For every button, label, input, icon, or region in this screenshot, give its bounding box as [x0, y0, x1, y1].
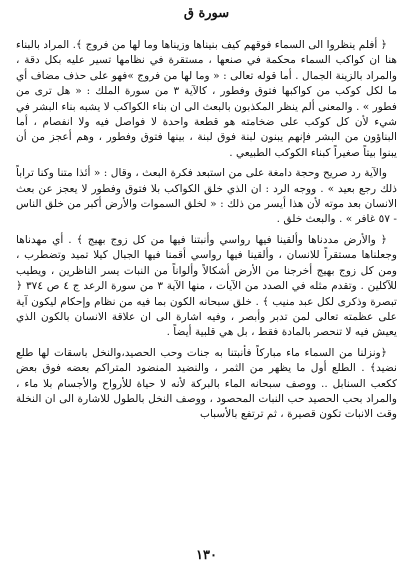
- paragraph-rain: ﴿ونزلنا من السماء ماء مباركاً فأنبتنا به جنات وحب الحصيد،والنخل باسقات لها طلع نضيد﴾ . الطلع أول ما يظهر من الثمر ، والنضيد المنضود المتراكم بعضه فوق بعض ككعب السنابل .. ووصف سبحانه الماء بالبركة لأنه لا حياة للأرواح والأجسام بلا ماء ، والمراد بحب الحصيد حب النبات المحصود ، ووصف النخل بالطول للاشارة الى ان النخلة وقت الانبات تكون قصيرة ، ثم ترتفع بالأسباب: [16, 346, 397, 421]
- paragraph-earth: ﴿ والأرض مددناها وألقينا فيها رواسي وأنبتنا فيها من كل زوج بهيج ﴾ . أي مهدناها وجعلناها مستقراً للانسان ، وألقينا فيها رواسي أقمنا فيها الجبال كيلا تميد وتضطرب ، ومن كل زوج بهيج أخرجنا من الأرض أشكالاً وألواناً من النبات يسر الناظرين ، ويطيب للآكلين . وتقدم مثله في الصدد من الآيات ، منها الآية ٣ من سورة الرعد ج ٤ ص ٣٧٤ ﴿ تبصرة وذكرى لكل عبد منيب ﴾ . خلق سبحانه الكون بما فيه من نظام وإحكام ليكون آية على عظمته تعالى لمن تدبر وأبصر ، وفيه اشارة الى ان علاقة الانسان بالكون الذي يعيش فيه لا تنحصر بالمادة فقط ، بل هي قلبية أيضاً .: [16, 233, 398, 339]
- surah-title: سورة ق: [183, 6, 230, 21]
- paragraph-resurrection-argument: والآية رد صريح وحجة دامغة على من استبعد فكرة البعث ، وقال : « أئذا متنا وكنا تراباً ذلك رجع بعيد » . ووجه الرد : ان الذي خلق الكواكب بلا فتوق وفطور لا يعجز عن بعث الانسان بعد موته لأن هذا أيسر من ذلك : « لخلق السموات والأرض أكبر من خلق الناس - ٥٧ غافر » . والبعث خلق .: [16, 167, 397, 226]
- page-number: ١٣٠: [196, 548, 217, 563]
- page-header: [0, 6, 413, 21]
- page-body: [16, 38, 397, 536]
- paragraph-heavens: ﴿ أفلم ينظروا الى السماء فوقهم كيف بنيناها وزيناها وما لها من فروج ﴾. المراد بالبناء هنا ان كواكب السماء محكمة في صنعها ، مستقرة في نظامها تسير عليه بكل دقة ، والمراد بالزينة الجمال . أما قوله تعالى : « وما لها من فروج »فهو على حذف مضاف أي ما لكل كوكب من كواكبها فتوق وفطور ، كالآية ٣ من سورة الملك : « هل ترى من فطور » . والمعنى ألم ينظر المكذبون بالبعث الى ان بناء الكواكب لا يشبه بناء البشر في شيء لأن كل كوكب على ضخامته هو قطعة واحدة لا فواصل فيه ولا انفصام ، أما البناؤون من البشر فإنهم يبنون لبنة فوق لبنة ، بينها فتوق وفطور ، وهم أعجز من أن يبنوا بيتاً صغيراً كبناء الكوكب الطبيعي .: [16, 39, 397, 159]
